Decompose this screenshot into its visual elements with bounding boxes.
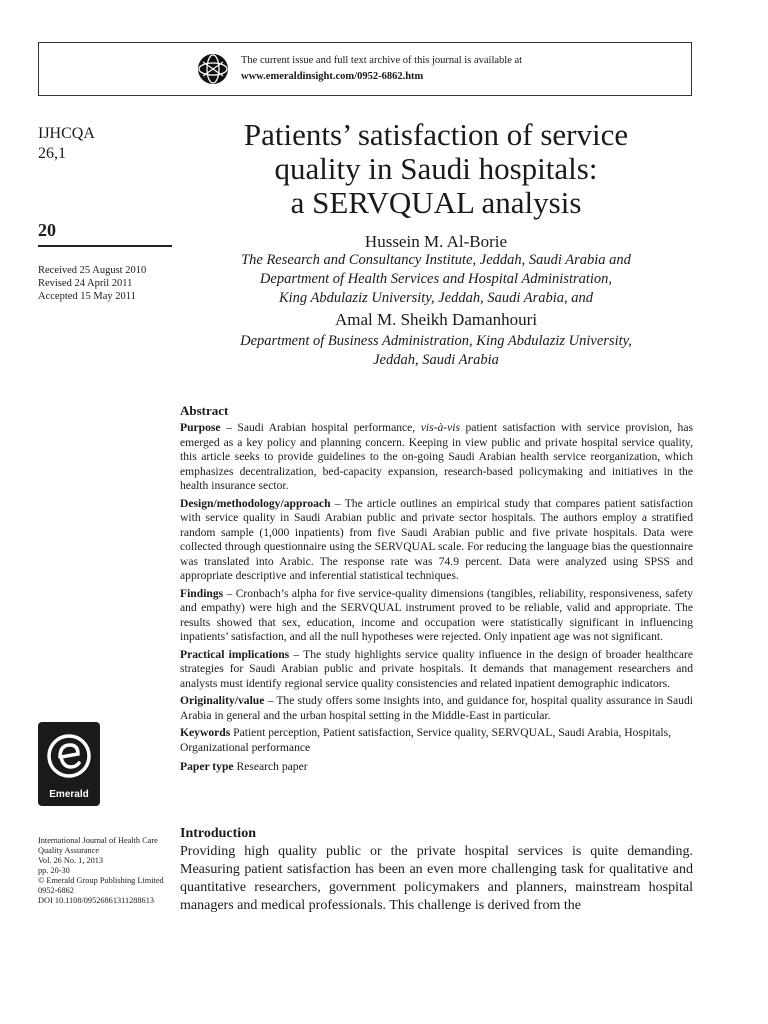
design-text: – The article outlines an empirical study that compares patient satisfaction with service quality in Saudi Arabian public and private sector hospitals. The authors employ a stratified random sample (1,000 inpatients) from five Saudi Arabian public and five private hospitals. Data were collected through questionnaire using the SERVQUAL scale. For reducing the language bias the questionnaire was translated into Arabic. The response rate was 74.9 percent. Data were analyzed using SPSS and appropriate descriptive and inferential statistical techniques. (180, 496, 693, 582)
purpose-text-cont: patient satisfaction with service provision, has emerged as a key policy and planning concern. Keeping in view public and private hospital service quality, this article seeks to provide guidelines to the on-going Saudi Arabian health service reorganization, which emphasizes decentralization, bed-capacity expansion, research-based policymaking and initiatives in the health insurance sector. (180, 421, 693, 492)
purpose-italic: vis-à-vis (420, 421, 460, 434)
pubinfo-line: International Journal of Health Care (38, 836, 158, 845)
publication-info (38, 836, 164, 906)
paper-type-label: Paper type (180, 760, 234, 773)
author-2: Amal M. Sheikh Damanhouri (334, 310, 538, 329)
purpose-label: Purpose (180, 421, 221, 434)
findings-text: – Cronbach’s alpha for five service-quality dimensions (tangibles, reliability, responsiveness, safety and empathy) were high and the SERVQUAL instrument proved to be reliable, valid and appropriate. The results showed that sex, education, income and occupation were statistically significant in influencing inpatients’ satisfaction, and all the null hypotheses were rejected. Only inpatient age was not significant. (180, 586, 693, 643)
practical-label: Practical implications (180, 647, 290, 661)
received-date: Received 25 August 2010 (38, 265, 147, 276)
banner-line-1: The current issue and full text archive of this journal is available at (241, 55, 523, 66)
journal-code (38, 124, 95, 164)
pubinfo-line: Quality Assurance (38, 846, 100, 855)
design-label: Design/methodology/approach (180, 496, 331, 510)
emerald-logo (38, 722, 100, 806)
journal-url-link[interactable]: www.emeraldinsight.com/0952-6862.htm (241, 71, 424, 82)
journal-abbreviation: IJHCQA (38, 125, 95, 142)
accepted-date: Accepted 15 May 2011 (38, 291, 136, 302)
pubinfo-line: pp. 20-30 (38, 866, 70, 875)
keywords-text: Patient perception, Patient satisfaction, Service quality, SERVQUAL, Saudi Arabia, Hospitals, Organizational performance (180, 726, 671, 754)
purpose-text: – Saudi Arabian hospital performance, (220, 421, 421, 434)
abstract-originality (180, 694, 693, 723)
title-line: a SERVQUAL analysis (290, 185, 582, 220)
author-1-affiliation (180, 251, 692, 308)
abstract-section (180, 403, 693, 778)
affiliation-line: The Research and Consultancy Institute, Jeddah, Saudi Arabia and (241, 252, 631, 268)
keywords-label: Keywords (180, 726, 231, 739)
affiliation-line: Department of Health Services and Hospital Administration, (259, 271, 613, 287)
affiliation-line: King Abdulaziz University, Jeddah, Saudi Arabia, and (278, 290, 594, 306)
abstract-design (180, 497, 693, 584)
originality-text: – The study offers some insights into, and guidance for, hospital quality assurance in Saudi Arabia in general and the urban hospital setting in the Middle-East in particular. (180, 694, 693, 722)
introduction-body: Providing high quality public or the private hospital services is quite demanding. Measuring patient satisfaction has been an even more challenging task for qualitative and quantitative researchers, government policymakers and planners, mainstream hospital managers and medical professionals. This challenge is derived from the (180, 844, 693, 913)
abstract-purpose (180, 421, 693, 494)
title-line: Patients’ satisfaction of service (243, 117, 629, 152)
journal-volume: 26,1 (38, 145, 66, 162)
abstract-findings (180, 587, 693, 645)
logo-text: Emerald (49, 789, 89, 800)
abstract-keywords (180, 726, 693, 755)
affiliation-line: Jeddah, Saudi Arabia (373, 352, 499, 368)
globe-icon (197, 53, 229, 85)
findings-label: Findings (180, 586, 224, 600)
page-number: 20 (38, 220, 56, 240)
pubinfo-line: Vol. 26 No. 1, 2013 (38, 856, 104, 865)
pubinfo-line: 0952-6862 (38, 886, 74, 895)
emerald-e-icon (46, 730, 92, 782)
pubinfo-doi[interactable]: DOI 10.1108/09526861311288613 (38, 896, 154, 905)
pubinfo-line: © Emerald Group Publishing Limited (38, 876, 164, 885)
journal-archive-banner (38, 42, 692, 96)
title-line: quality in Saudi hospitals: (274, 151, 598, 186)
paper-type-text: Research paper (233, 760, 308, 773)
author-1: Hussein M. Al-Borie (364, 232, 508, 251)
abstract-practical (180, 648, 693, 692)
sidebar-divider (38, 245, 172, 247)
submission-dates (38, 264, 146, 303)
affiliation-line: Department of Business Administration, King Abdulaziz University, (240, 333, 632, 349)
introduction-heading: Introduction (180, 826, 256, 841)
originality-label: Originality/value (180, 694, 265, 707)
article-title (180, 118, 692, 220)
practical-text: – The study highlights service quality influence in the design of broader healthcare strategies for Saudi Arabian public and private hospitals. It demands that management researchers and analysts must identify regional service quality consistencies and related inpatient demographic indicators. (180, 647, 693, 690)
author-2-affiliation (180, 332, 692, 370)
revised-date: Revised 24 April 2011 (38, 278, 133, 289)
abstract-heading: Abstract (180, 403, 229, 418)
abstract-paper-type (180, 760, 693, 775)
